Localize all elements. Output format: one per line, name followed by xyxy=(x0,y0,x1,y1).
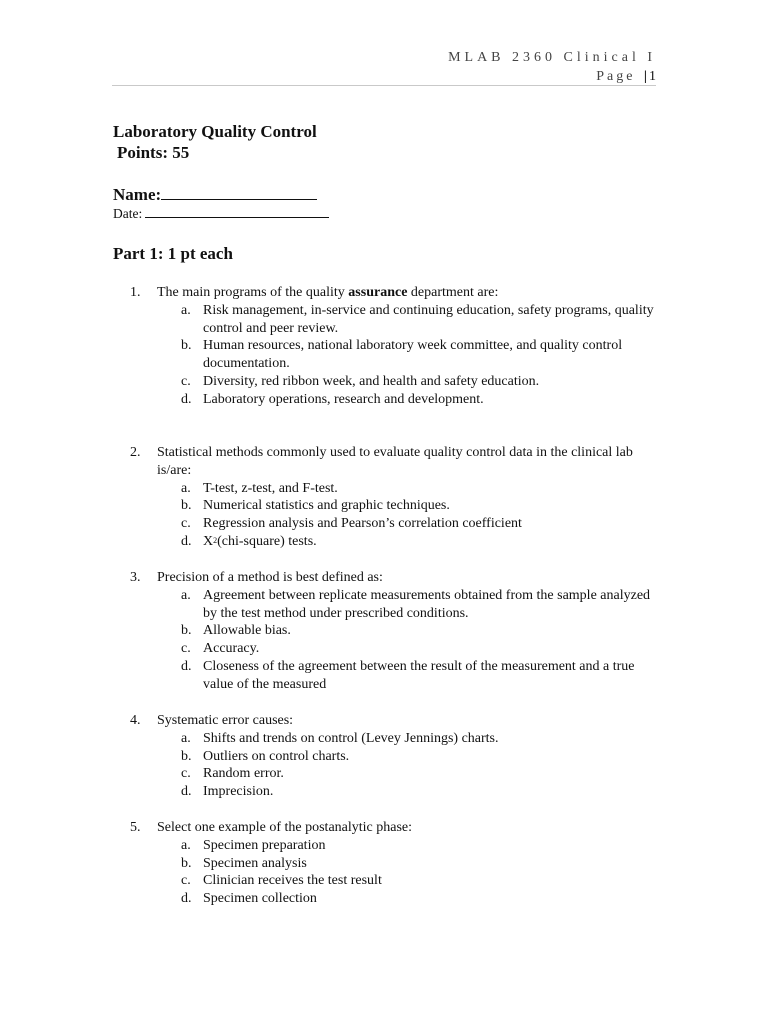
question-4 xyxy=(130,712,660,801)
option-letter: c. xyxy=(181,373,191,389)
option-letter: d. xyxy=(181,533,192,549)
name-blank-line xyxy=(161,183,317,200)
option-letter: c. xyxy=(181,766,191,782)
option-text: T-test, z-test, and F-test. xyxy=(203,480,338,496)
name-field xyxy=(113,183,317,205)
option-letter: a. xyxy=(181,302,191,318)
option-list xyxy=(130,837,660,908)
option-item xyxy=(130,302,660,338)
option-letter: b. xyxy=(181,855,192,871)
option-text: Shifts and trends on control (Levey Jennings) charts. xyxy=(203,730,499,746)
option-text: Outliers on control charts. xyxy=(203,748,350,764)
option-item xyxy=(130,748,660,766)
name-label: Name: xyxy=(113,185,162,204)
option-list xyxy=(130,730,660,801)
option-item xyxy=(130,783,660,801)
option-text: Human resources, national laboratory week committee, and quality control documentation. xyxy=(203,338,623,372)
option-item xyxy=(130,337,660,373)
option-text xyxy=(203,534,317,549)
option-letter: a. xyxy=(181,587,191,603)
page-header xyxy=(448,48,656,86)
date-label: Date: xyxy=(113,206,143,221)
option-item xyxy=(130,640,660,658)
question-1 xyxy=(130,284,660,409)
question-text xyxy=(157,284,660,302)
part-heading: Part 1: 1 pt each xyxy=(113,244,233,263)
option-letter: d. xyxy=(181,784,192,800)
option-item xyxy=(130,587,660,623)
option-item xyxy=(130,515,660,533)
page-indicator xyxy=(448,67,656,86)
option-text: Laboratory operations, research and development. xyxy=(203,391,484,407)
date-blank-line xyxy=(145,205,329,218)
option-text-part: (chi-square) tests. xyxy=(217,533,317,549)
option-item xyxy=(130,373,660,391)
points-total: Points: 55 xyxy=(117,143,190,162)
option-letter: b. xyxy=(181,623,192,639)
option-item xyxy=(130,480,660,498)
option-text: Specimen collection xyxy=(203,891,317,907)
chi-symbol: X xyxy=(203,533,214,549)
question-number: 3. xyxy=(130,570,141,585)
option-text: Allowable bias. xyxy=(203,623,291,639)
option-list xyxy=(130,587,660,694)
option-item xyxy=(130,658,660,694)
option-letter: a. xyxy=(181,837,191,853)
question-5 xyxy=(130,819,660,908)
superscript-2: 2 xyxy=(213,535,218,545)
date-field xyxy=(113,205,329,222)
option-letter: b. xyxy=(181,748,192,764)
option-item xyxy=(130,855,660,873)
option-item xyxy=(130,837,660,855)
question-number: 5. xyxy=(130,820,141,835)
question-text: Systematic error causes: xyxy=(157,713,294,728)
option-letter: d. xyxy=(181,391,192,407)
option-item xyxy=(130,497,660,515)
option-text: Clinician receives the test result xyxy=(203,873,382,889)
option-text: Imprecision. xyxy=(203,784,274,800)
option-text: Regression analysis and Pearson’s correlation coefficient xyxy=(203,516,522,532)
option-item xyxy=(130,533,660,551)
option-item xyxy=(130,391,660,409)
option-text: Accuracy. xyxy=(203,641,260,657)
option-letter: b. xyxy=(181,338,192,354)
option-list xyxy=(130,302,660,409)
option-letter: c. xyxy=(181,873,191,889)
page-label: Page xyxy=(596,69,636,84)
question-2 xyxy=(130,444,660,551)
option-text: Specimen preparation xyxy=(203,837,326,853)
option-item xyxy=(130,872,660,890)
question-3 xyxy=(130,569,660,694)
option-list xyxy=(130,480,660,551)
option-letter: c. xyxy=(181,641,191,657)
option-text: Risk management, in-service and continuing education, safety programs, quality control and peer review. xyxy=(203,302,654,336)
option-letter: b. xyxy=(181,498,192,514)
question-text: Select one example of the postanalytic phase: xyxy=(157,820,413,835)
option-text: Specimen analysis xyxy=(203,855,307,871)
header-divider xyxy=(112,85,656,86)
question-text: Statistical methods commonly used to evaluate quality control data in the clinical lab is/are: xyxy=(157,445,633,478)
option-item xyxy=(130,730,660,748)
question-text-part: The main programs of the quality xyxy=(157,285,349,300)
question-number: 1. xyxy=(130,285,141,300)
page-number: 1 xyxy=(649,69,656,84)
course-code: MLAB 2360 Clinical I xyxy=(448,50,656,65)
document-title: Laboratory Quality Control xyxy=(113,122,317,141)
question-number: 2. xyxy=(130,445,141,460)
option-text: Random error. xyxy=(203,766,284,782)
question-emphasis: assurance xyxy=(348,285,408,300)
option-item xyxy=(130,890,660,908)
option-item xyxy=(130,622,660,640)
page-separator: | xyxy=(643,69,647,84)
option-letter: d. xyxy=(181,658,192,674)
option-text: Closeness of the agreement between the result of the measurement and a true value of the measured xyxy=(203,658,635,692)
option-item xyxy=(130,765,660,783)
option-letter: d. xyxy=(181,891,192,907)
option-text: Agreement between replicate measurements obtained from the sample analyzed by the test method under prescribed conditions. xyxy=(203,587,651,621)
option-letter: a. xyxy=(181,480,191,496)
question-text: Precision of a method is best defined as: xyxy=(157,570,383,585)
option-letter: a. xyxy=(181,730,191,746)
option-letter: c. xyxy=(181,516,191,532)
option-text: Diversity, red ribbon week, and health and safety education. xyxy=(203,373,540,389)
question-text-part: department are: xyxy=(407,285,499,300)
option-text: Numerical statistics and graphic techniques. xyxy=(203,498,450,514)
question-number: 4. xyxy=(130,713,141,728)
